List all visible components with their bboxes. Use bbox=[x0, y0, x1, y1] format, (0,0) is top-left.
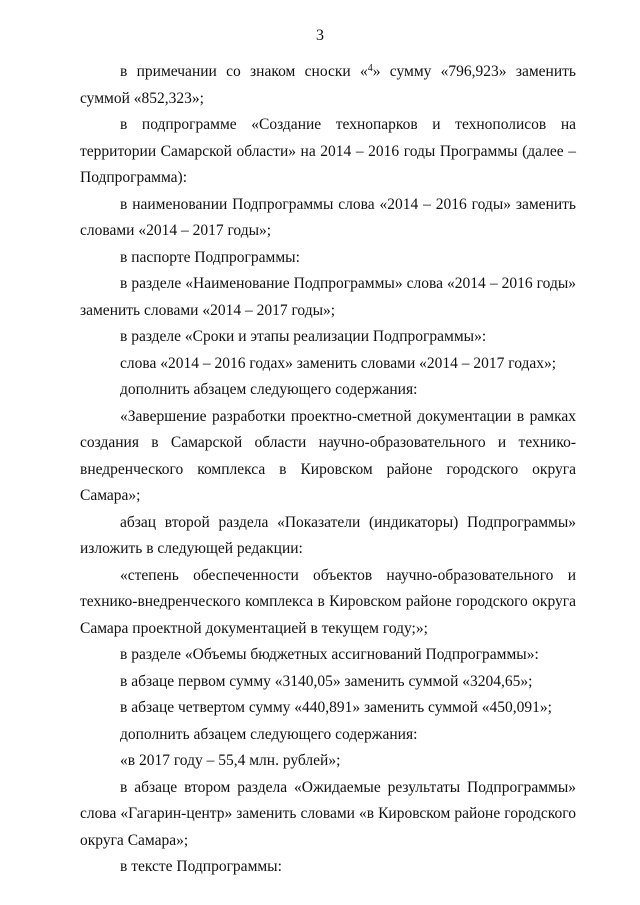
paragraph-2: в подпрограмме «Создание технопарков и технополисов на территории Самарской области» на 2014 – 2016 годы Программы (далее – Подпрограмма): bbox=[80, 116, 576, 186]
paragraph-7: слова «2014 – 2016 годах» заменить словами «2014 – 2017 годах»; bbox=[120, 354, 557, 372]
paragraph-16: «в 2017 году – 55,4 млн. рублей»; bbox=[120, 752, 341, 769]
paragraph-17: в абзаце втором раздела «Ожидаемые результаты Подпрограммы» слова «Гагарин-центр» заменить словами «в Кировском районе городского округа Самара»; bbox=[80, 778, 576, 849]
paragraph-1-text-cont: » сумму «796,923» заменить суммой «852,323»; bbox=[80, 63, 576, 107]
paragraph-11: «степень обеспеченности объектов научно-образовательного и технико-внедренческого комплекса в Кировском районе городского округа Самара проектной документацией в текущем году;»; bbox=[80, 566, 576, 637]
paragraph-9: «Завершение разработки проектно-сметной документации в рамках создания в Самарской области научно-образовательного и технико-внедренческого комплекса в Кировском районе городского округа Самара»; bbox=[80, 407, 576, 504]
paragraph-5: в разделе «Наименование Подпрограммы» слова «2014 – 2016 годы» заменить словами «2014 – 2017 годы»; bbox=[80, 275, 576, 319]
paragraph-10: абзац второй раздела «Показатели (индикаторы) Подпрограммы» изложить в следующей редакции: bbox=[80, 513, 576, 557]
paragraph-3: в наименовании Подпрограммы слова «2014 – 2016 годы» заменить словами «2014 – 2017 годы»; bbox=[80, 195, 576, 239]
paragraph-13: в абзаце первом сумму «3140,05» заменить суммой «3204,65»; bbox=[120, 672, 533, 690]
paragraph-12: в разделе «Объемы бюджетных ассигнований Подпрограммы»: bbox=[120, 646, 539, 663]
paragraph-15: дополнить абзацем следующего содержания: bbox=[120, 725, 418, 743]
footnote-mark: 4 bbox=[367, 63, 373, 74]
paragraph-14: в абзаце четвертом сумму «440,891» заменить суммой «450,091»; bbox=[120, 699, 552, 716]
document-body bbox=[80, 59, 576, 881]
paragraph-1-text: в примечании со знаком сноски « bbox=[120, 63, 368, 80]
paragraph-1 bbox=[80, 59, 576, 112]
paragraph-8: дополнить абзацем следующего содержания: bbox=[120, 381, 418, 398]
paragraph-6: в разделе «Сроки и этапы реализации Подпрограммы»: bbox=[120, 328, 487, 345]
page-number: 3 bbox=[316, 27, 324, 44]
paragraph-18: в тексте Подпрограммы: bbox=[120, 858, 282, 875]
paragraph-4: в паспорте Подпрограммы: bbox=[120, 248, 300, 266]
